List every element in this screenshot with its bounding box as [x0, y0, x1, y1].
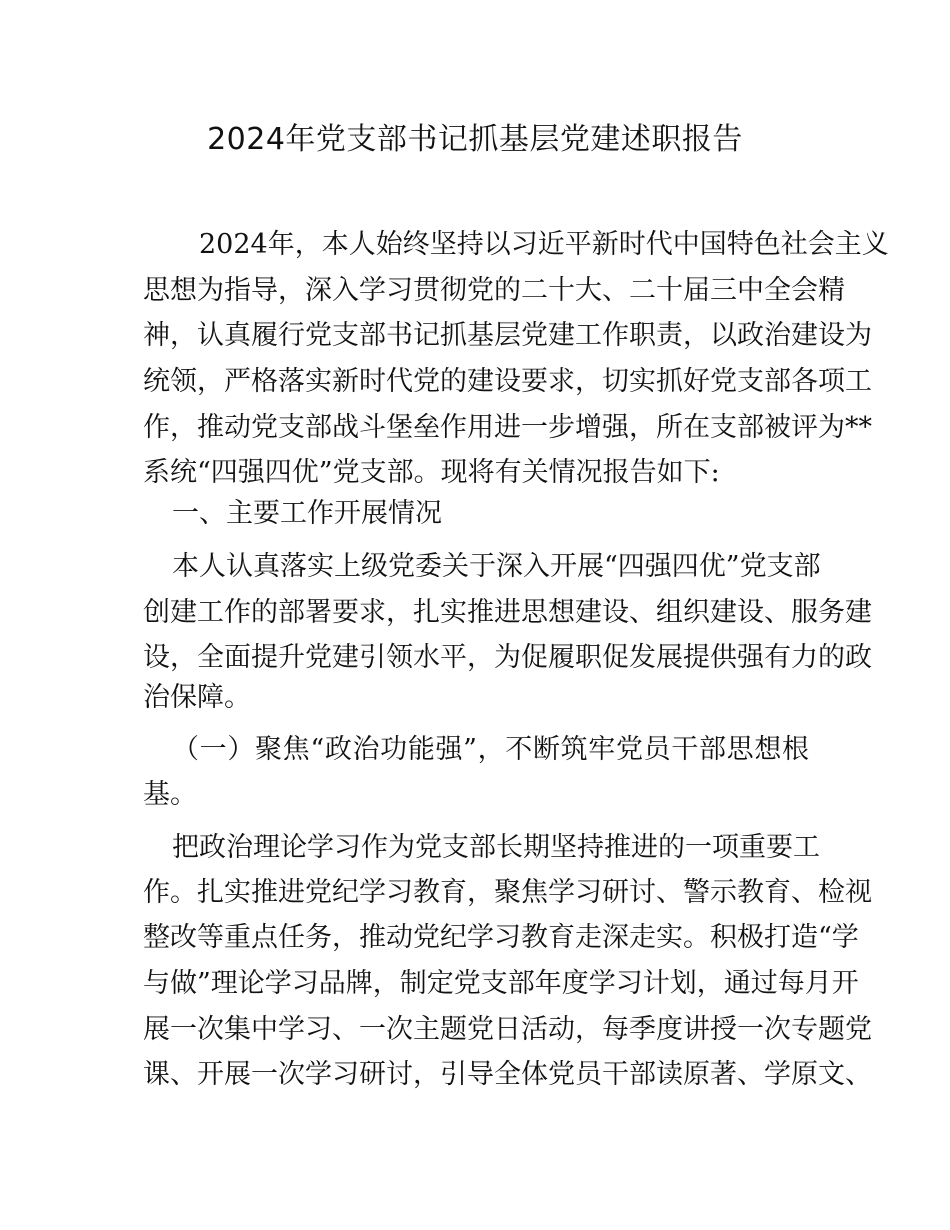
paragraph-line: 创建工作的部署要求，扎实推进思想建设、组织建设、服务建 [143, 597, 872, 628]
paragraph-line: 展一次集中学习、一次主题党日活动，每季度讲授一次专题党 [143, 1014, 872, 1045]
section-heading: 一、主要工作开展情况 [172, 498, 442, 529]
paragraph-line: 作，推动党支部战斗堡垒作用进一步增强，所在支部被评为** [143, 412, 872, 443]
subsection-heading: （一）聚焦“政治功能强”，不断筑牢党员干部思想根 [172, 734, 809, 765]
paragraph-line: 把政治理论学习作为党支部长期坚持推进的一项重要工 [172, 832, 820, 863]
paragraph-line: 2024年，本人始终坚持以习近平新时代中国特色社会主义 [199, 229, 889, 260]
paragraph-line: 统领，严格落实新时代党的建设要求，切实抓好党支部各项工 [143, 366, 872, 397]
paragraph-line: 思想为指导，深入学习贯彻党的二十大、二十届三中全会精 [143, 275, 845, 306]
paragraph-line: 作。扎实推进党纪学习教育，聚焦学习研讨、警示教育、检视 [143, 877, 872, 908]
paragraph-line: 本人认真落实上级党委关于深入开展“四强四优”党支部 [172, 551, 821, 582]
document-title: 2024年党支部书记抓基层党建述职报告 [207, 122, 743, 157]
paragraph-line: 治保障。 [143, 682, 251, 713]
paragraph-line: 整改等重点任务，推动党纪学习教育走深走实。积极打造“学 [143, 922, 859, 953]
subsection-heading: 基。 [143, 779, 197, 810]
paragraph-line: 神，认真履行党支部书记抓基层党建工作职责，以政治建设为 [143, 320, 872, 351]
paragraph-line: 设，全面提升党建引领水平，为促履职促发展提供强有力的政 [143, 642, 872, 673]
paragraph-line: 系统“四强四优”党支部。现将有关情况报告如下: [143, 457, 720, 488]
paragraph-line: 课、开展一次学习研讨，引导全体党员干部读原著、学原文、 [143, 1059, 872, 1090]
paragraph-line: 与做”理论学习品牌，制定党支部年度学习计划，通过每月开 [143, 968, 859, 999]
